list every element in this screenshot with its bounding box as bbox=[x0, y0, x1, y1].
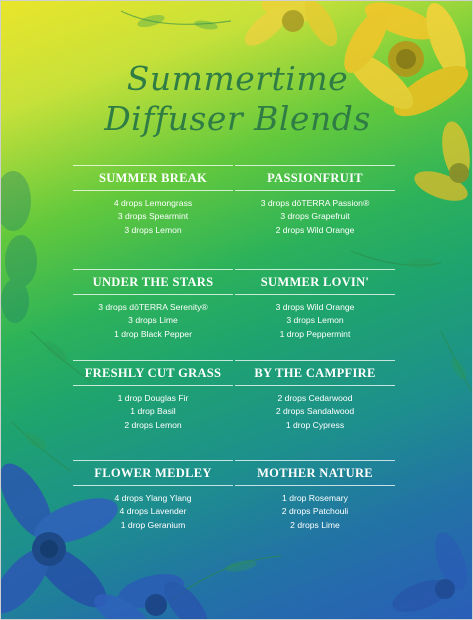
blend-ingredient: 3 drops Lemon bbox=[286, 315, 344, 326]
blue-flower-bottom-right bbox=[388, 528, 473, 618]
blend-name: BY THE CAMPFIRE bbox=[235, 360, 395, 386]
title-line-2: Diffuser Blends bbox=[104, 99, 371, 138]
blend-ingredient: 2 drops Patchouli bbox=[281, 506, 349, 517]
blend-ingredient: 2 drops Lime bbox=[290, 519, 340, 530]
blend-summer-lovin bbox=[235, 269, 395, 341]
blend-ingredient: 1 drop Douglas Fir bbox=[117, 393, 189, 403]
title-line-1: Summertime bbox=[126, 59, 349, 98]
blend-ingredient: 3 drops Spearmint bbox=[117, 211, 189, 222]
blend-name: PASSIONFRUIT bbox=[235, 165, 395, 191]
blend-ingredient: 1 drop Rosemary bbox=[282, 493, 348, 503]
blend-name: FLOWER MEDLEY bbox=[73, 460, 233, 486]
blend-ingredient: 3 drops Wild Orange bbox=[275, 302, 355, 312]
blend-name: MOTHER NATURE bbox=[235, 460, 395, 486]
blend-ingredient: 2 drops Wild Orange bbox=[275, 224, 355, 235]
blend-ingredient: 1 drop Black Pepper bbox=[114, 328, 192, 339]
blend-ingredient: 3 drops dōTERRA Serenity® bbox=[98, 302, 208, 312]
blend-ingredient: 1 drop Geranium bbox=[120, 519, 186, 530]
blend-name: FRESHLY CUT GRASS bbox=[73, 360, 233, 386]
blend-freshly-cut-grass bbox=[73, 360, 233, 432]
blend-flower-medley bbox=[73, 460, 233, 532]
blend-ingredient: 1 drop Cypress bbox=[285, 419, 345, 430]
blend-under-the-stars bbox=[73, 269, 233, 341]
blend-ingredient: 3 drops Lemon bbox=[124, 224, 182, 235]
blend-ingredient: 4 drops Ylang Ylang bbox=[114, 493, 192, 503]
blend-ingredient: 2 drops Cedarwood bbox=[277, 393, 353, 403]
blend-ingredient: 3 drops dōTERRA Passion® bbox=[260, 198, 370, 208]
blend-ingredient: 2 drops Sandalwood bbox=[275, 406, 355, 417]
blend-name: SUMMER LOVIN' bbox=[235, 269, 395, 295]
blend-ingredient: 3 drops Lime bbox=[128, 315, 178, 326]
yellow-flower-top bbox=[239, 1, 344, 52]
blend-summer-break bbox=[73, 165, 233, 237]
blend-mother-nature bbox=[235, 460, 395, 532]
blend-name: SUMMER BREAK bbox=[73, 165, 233, 191]
blend-ingredient: 4 drops Lemongrass bbox=[113, 198, 193, 208]
blue-flower-bottom bbox=[89, 568, 216, 620]
blend-passionfruit bbox=[235, 165, 395, 237]
blend-ingredient: 1 drop Peppermint bbox=[279, 328, 351, 339]
blend-name: UNDER THE STARS bbox=[73, 269, 233, 295]
blend-ingredient: 3 drops Grapefruit bbox=[280, 211, 350, 222]
blend-ingredient: 2 drops Lemon bbox=[124, 419, 182, 430]
teal-foliage-left bbox=[1, 171, 37, 323]
blend-ingredient: 1 drop Basil bbox=[130, 406, 176, 417]
blend-by-the-campfire bbox=[235, 360, 395, 432]
blend-ingredient: 4 drops Lavender bbox=[119, 506, 187, 517]
